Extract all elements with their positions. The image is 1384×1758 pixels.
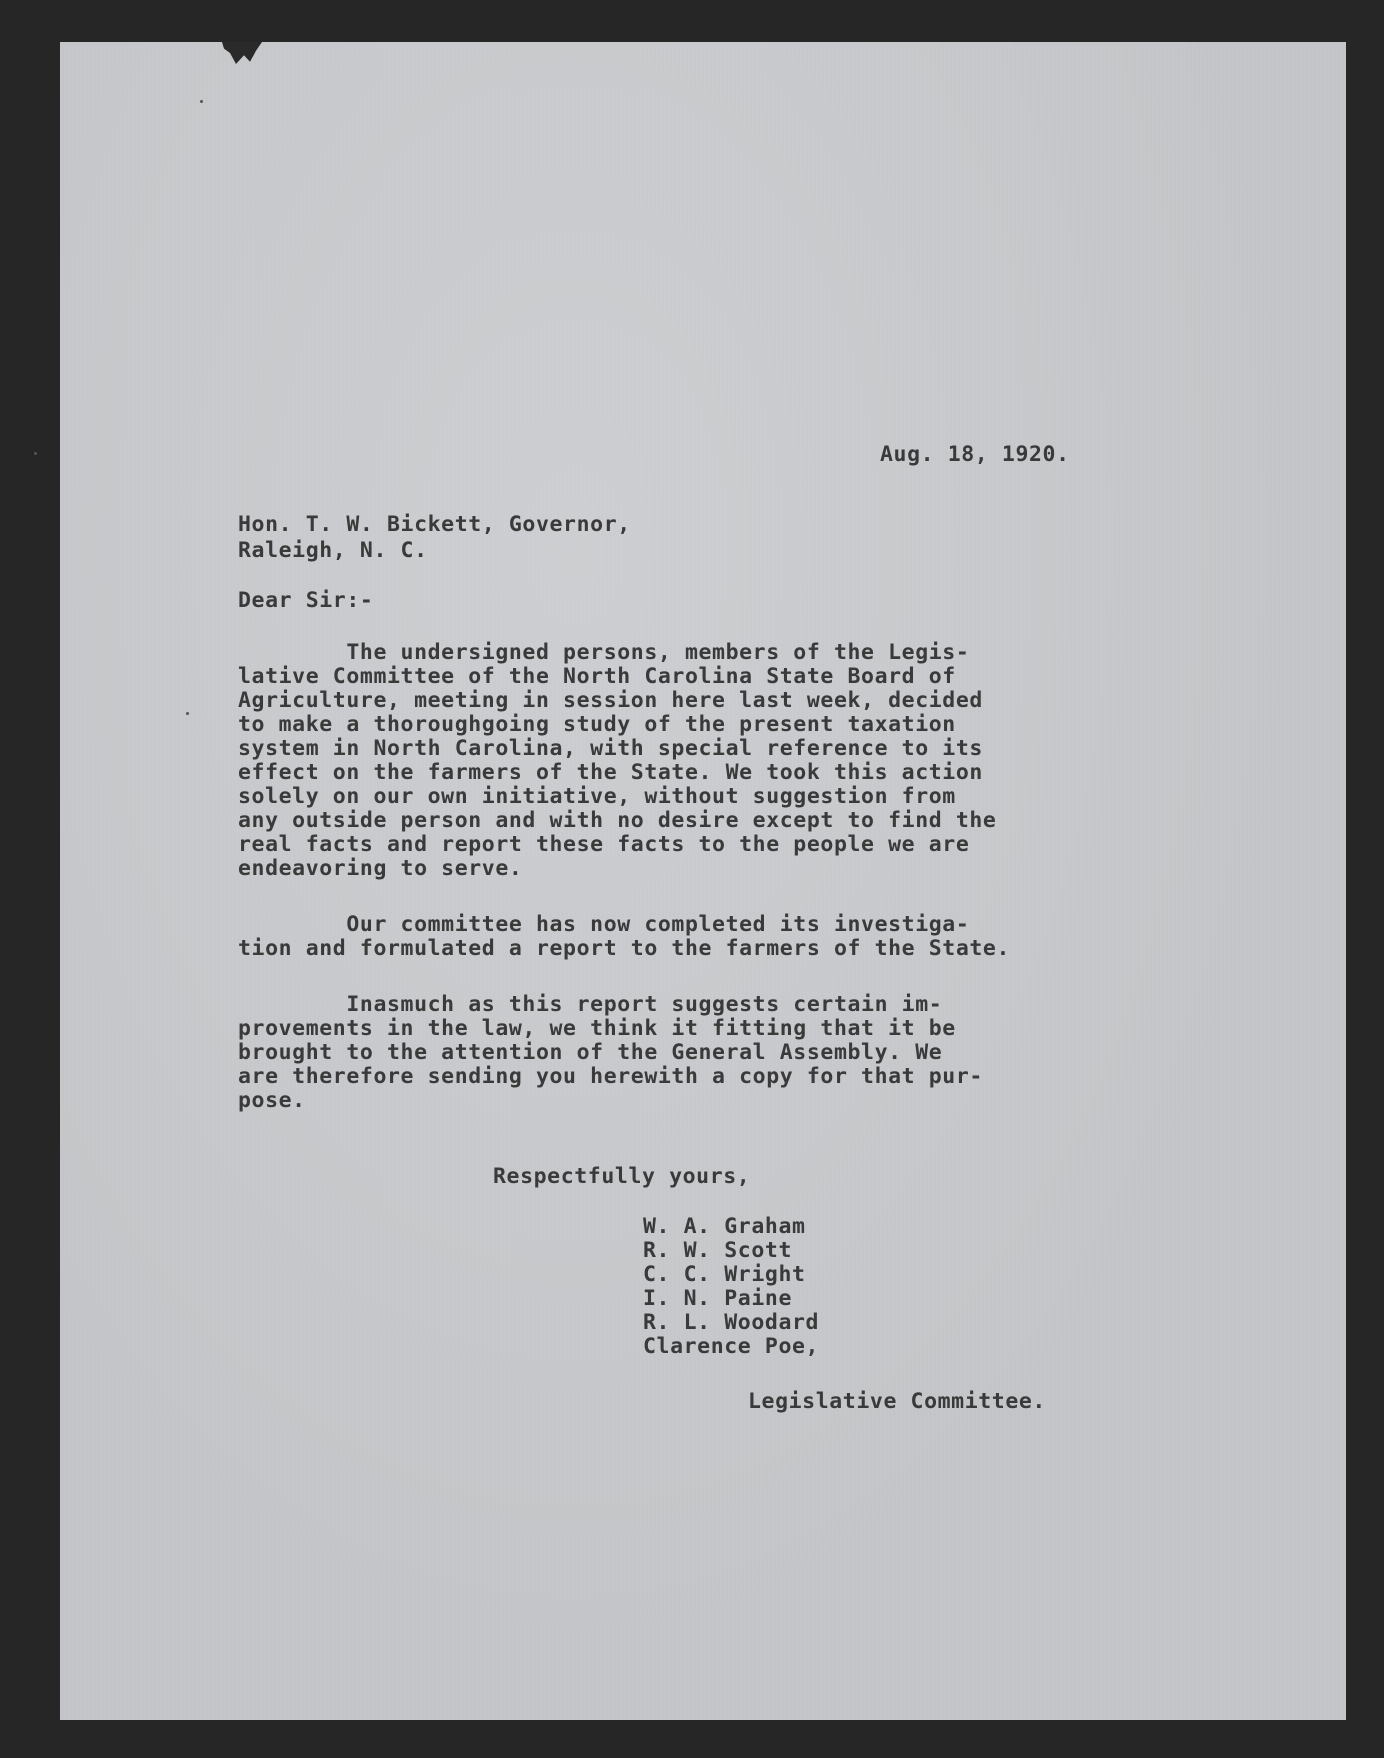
- committee-title: Legislative Committee.: [748, 1389, 1046, 1414]
- signatory-name: I. N. Paine: [643, 1286, 792, 1311]
- letter-page: [60, 42, 1346, 1720]
- paragraph-3-line: are therefore sending you herewith a copy for that pur-: [238, 1064, 983, 1089]
- paragraph-1-line: Agriculture, meeting in session here last week, decided: [238, 688, 983, 713]
- salutation: Dear Sir:-: [238, 588, 374, 613]
- letter-body: [60, 42, 1346, 1720]
- signatory-name: R. L. Woodard: [643, 1310, 820, 1335]
- ink-speck: [34, 452, 37, 455]
- paragraph-1-line: system in North Carolina, with special reference to its: [238, 736, 983, 761]
- recipient-line-1: Hon. T. W. Bickett, Governor,: [238, 512, 631, 537]
- signatory-name: R. W. Scott: [643, 1238, 792, 1263]
- complimentary-close: Respectfully yours,: [493, 1164, 751, 1189]
- paragraph-1-line: endeavoring to serve.: [238, 856, 523, 881]
- paragraph-2-line: tion and formulated a report to the farmers of the State.: [238, 936, 1011, 961]
- recipient-line-2: Raleigh, N. C.: [238, 538, 428, 563]
- signatory-name: W. A. Graham: [643, 1214, 806, 1239]
- paragraph-3-line: Inasmuch as this report suggests certain im-: [238, 992, 943, 1017]
- paragraph-1-line: solely on our own initiative, without suggestion from: [238, 784, 956, 809]
- letter-date: Aug. 18, 1920.: [880, 442, 1070, 467]
- paragraph-1-line: real facts and report these facts to the people we are: [238, 832, 970, 857]
- paragraph-1-line: lative Committee of the North Carolina State Board of: [238, 664, 956, 689]
- paragraph-1-line: The undersigned persons, members of the Legis-: [238, 640, 970, 665]
- signatory-name: Clarence Poe,: [643, 1334, 820, 1359]
- paragraph-1-line: to make a thoroughgoing study of the present taxation: [238, 712, 956, 737]
- paragraph-3-line: brought to the attention of the General Assembly. We: [238, 1040, 943, 1065]
- signatory-name: C. C. Wright: [643, 1262, 806, 1287]
- paragraph-1-line: effect on the farmers of the State. We took this action: [238, 760, 983, 785]
- paragraph-2-line: Our committee has now completed its investiga-: [238, 912, 970, 937]
- paragraph-3-line: pose.: [238, 1088, 306, 1113]
- paragraph-3-line: provements in the law, we think it fitting that it be: [238, 1016, 956, 1041]
- paragraph-1-line: any outside person and with no desire except to find the: [238, 808, 997, 833]
